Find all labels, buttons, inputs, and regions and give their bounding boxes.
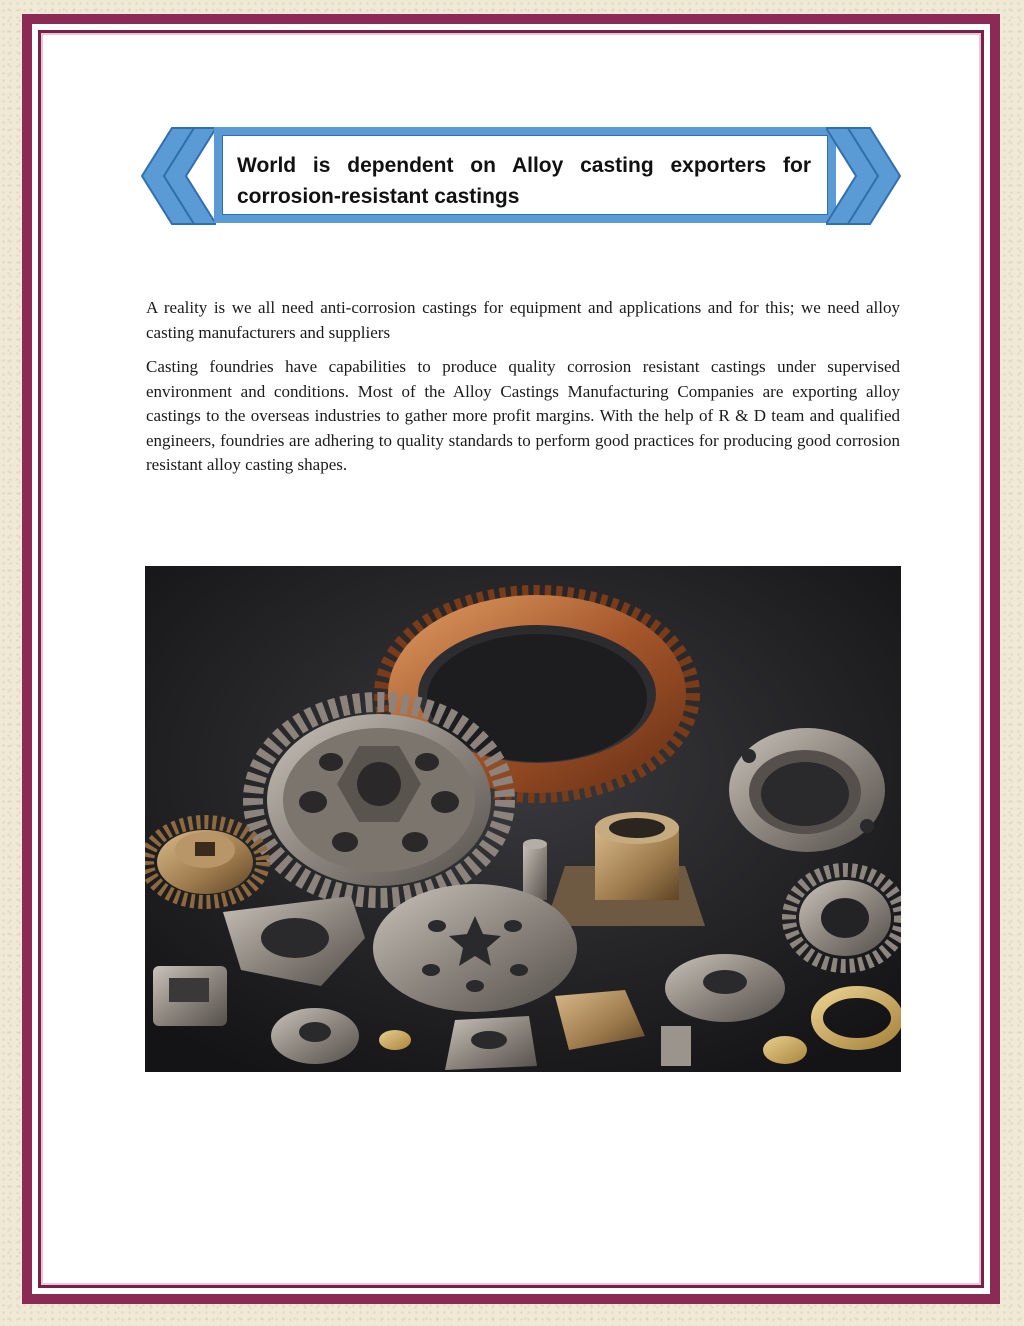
- page-border: [22, 14, 1000, 1304]
- double-chevron-right-icon: [826, 126, 910, 226]
- alloy-castings-photo: [145, 566, 901, 1072]
- double-chevron-left-icon: [132, 126, 216, 226]
- title-banner: [132, 126, 910, 226]
- title-inner: [222, 135, 828, 215]
- paragraph-foundries: Casting foundries have capabilities to produce quality corrosion resistant castings under supervised environment and conditions. Most of the Alloy Castings Manufacturing Companies are exporting alloy castings to the overseas industries to gather more profit margins. With the help of R & D team and qualified engineers, foundries are adhering to quality standards to perform good practices for producing good corrosion resistant alloy casting shapes.: [146, 357, 900, 474]
- page-title: World is dependent on Alloy casting exporters for corrosion-resistant castings: [237, 154, 811, 208]
- title-box: [214, 127, 836, 223]
- paragraph-intro: A reality is we all need anti-corrosion castings for equipment and applications and for this; we need alloy casting manufacturers and suppliers: [146, 298, 900, 342]
- body-text: [146, 296, 900, 488]
